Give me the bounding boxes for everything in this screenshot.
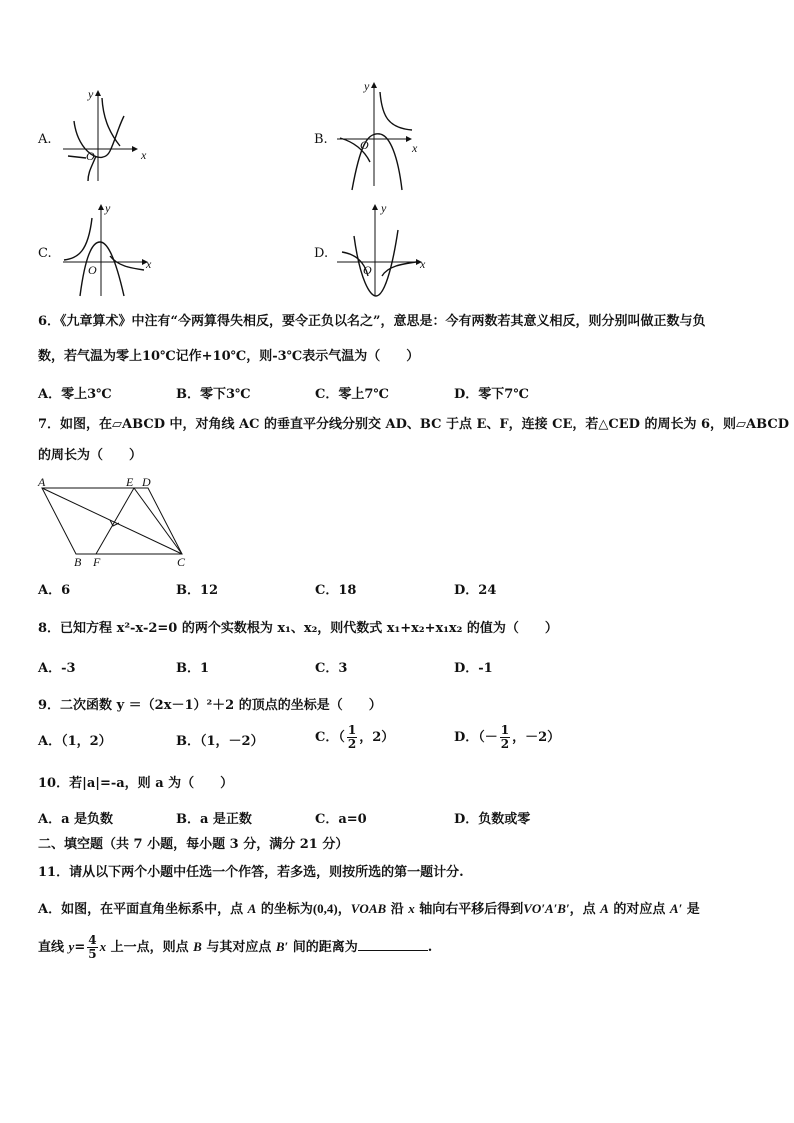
q9-d-prefix: D．（－ bbox=[454, 730, 498, 745]
q9-option-b: B．（1，－2） bbox=[176, 734, 264, 749]
q11-a-line: A．如图，在平面直角坐标系中，点 A 的坐标为(0,4)，VOAB 沿 x 轴向右平移后得到VO′A′B′，点 A 的对应点 A′ 是 bbox=[38, 901, 700, 917]
vertex-c: C bbox=[177, 555, 186, 569]
q8-option-a: A．-3 bbox=[38, 661, 76, 676]
fraction-one-half: $\frac{1}{2}$ bbox=[347, 723, 357, 751]
axis-x-label: x bbox=[420, 257, 426, 271]
section-title: 二、填空题（共 7 小题，每小题 3 分，满分 21 分） bbox=[38, 837, 349, 852]
q8-option-c: C．3 bbox=[315, 661, 348, 676]
axis-y-label: y bbox=[88, 87, 94, 101]
q6-line1: 6．《九章算术》中注有“今两算得失相反，要令正负以名之”，意思是：今有两数若其意义相反，则分别叫做正数与负 bbox=[38, 314, 706, 329]
origin-label: O bbox=[360, 138, 369, 152]
q10-stem: 10．若|a|=-a，则 a 为（ ） bbox=[38, 776, 234, 791]
q7-option-a: A．6 bbox=[38, 583, 71, 598]
q8-option-b: B．1 bbox=[176, 661, 210, 676]
q11-stem: 11．请从以下两个小题中任选一个作答，若多选，则按所选的第一题计分. bbox=[38, 865, 464, 880]
q9-option-c bbox=[315, 724, 394, 751]
q6-option-c: C．零上7℃ bbox=[315, 387, 389, 402]
q10-option-a: A．a 是负数 bbox=[38, 812, 114, 827]
q6-option-d: D．零下7℃ bbox=[454, 387, 529, 402]
q10-option-d: D．负数或零 bbox=[454, 812, 531, 827]
q9-c-prefix: C．（ bbox=[315, 730, 345, 745]
vertex-d: D bbox=[142, 475, 151, 489]
option-a-label: A. bbox=[38, 132, 52, 147]
axis-y-label: y bbox=[364, 79, 370, 93]
vertex-e: E bbox=[126, 475, 134, 489]
option-b-label: B. bbox=[314, 132, 328, 147]
option-d-label: D. bbox=[314, 246, 329, 261]
axis-y-label: y bbox=[381, 201, 387, 215]
q7-option-b: B．12 bbox=[176, 583, 219, 598]
option-c-label: C. bbox=[38, 246, 52, 261]
q7-option-c: C．18 bbox=[315, 583, 357, 598]
origin-label: O bbox=[88, 263, 97, 277]
q6-line2: 数，若气温为零上10℃记作+10℃，则-3℃表示气温为（ ） bbox=[38, 349, 420, 364]
origin-label: O bbox=[86, 149, 95, 163]
q9-stem: 9．二次函数 y ＝（2x－1）²＋2 的顶点的坐标是（ ） bbox=[38, 698, 382, 713]
origin-label: O bbox=[363, 263, 372, 277]
q8-prefix: 8．已知方程 bbox=[38, 621, 117, 636]
q9-d-suffix: ，－2） bbox=[512, 730, 561, 745]
q8-equation: x²-x-2=0 bbox=[116, 621, 178, 636]
q11-b-line: 直线 y= $\frac{4}{5}$ x 上一点，则点 B 与其对应点 B′ 间的距离为 . bbox=[38, 933, 433, 961]
q7-option-d: D．24 bbox=[454, 583, 497, 598]
q10-option-c: C．a=0 bbox=[315, 812, 367, 827]
vertex-b: B bbox=[74, 555, 82, 569]
q6-option-b: B．零下3℃ bbox=[176, 387, 251, 402]
q8-stem bbox=[38, 620, 558, 637]
axis-y-label: y bbox=[105, 201, 111, 215]
q7-line1: 7．如图，在▱ABCD 中，对角线 AC 的垂直平分线分别交 AD、BC 于点 E、F，连接 CE，若△CED 的周长为 6，则▱ABCD bbox=[38, 417, 789, 432]
graph-option-b bbox=[332, 76, 432, 194]
vertex-f: F bbox=[93, 555, 101, 569]
q9-option-d bbox=[454, 724, 560, 751]
q8-option-d: D．-1 bbox=[454, 661, 493, 676]
axis-x-label: x bbox=[412, 141, 418, 155]
axis-x-label: x bbox=[146, 257, 152, 271]
q10-option-b: B．a 是正数 bbox=[176, 812, 252, 827]
parallelogram-figure bbox=[30, 472, 200, 572]
graph-option-d bbox=[332, 200, 432, 300]
q7-line2: 的周长为（ ） bbox=[38, 448, 143, 463]
axis-x-label: x bbox=[141, 148, 147, 162]
vertex-a: A bbox=[38, 475, 46, 489]
graph-option-c bbox=[58, 200, 158, 300]
q8-middle: 的两个实数根为 x₁、x₂，则代数式 x₁+x₂+x₁x₂ 的值为（ ） bbox=[177, 621, 558, 636]
q6-option-a: A．零上3℃ bbox=[38, 387, 112, 402]
graph-option-a bbox=[58, 86, 148, 186]
answer-blank[interactable] bbox=[358, 938, 428, 951]
q9-option-a: A．（1，2） bbox=[38, 734, 112, 749]
q9-c-suffix: ，2） bbox=[359, 730, 395, 745]
fraction-one-half: $\frac{1}{2}$ bbox=[500, 723, 510, 751]
fraction-four-fifths: $\frac{4}{5}$ bbox=[88, 933, 97, 961]
